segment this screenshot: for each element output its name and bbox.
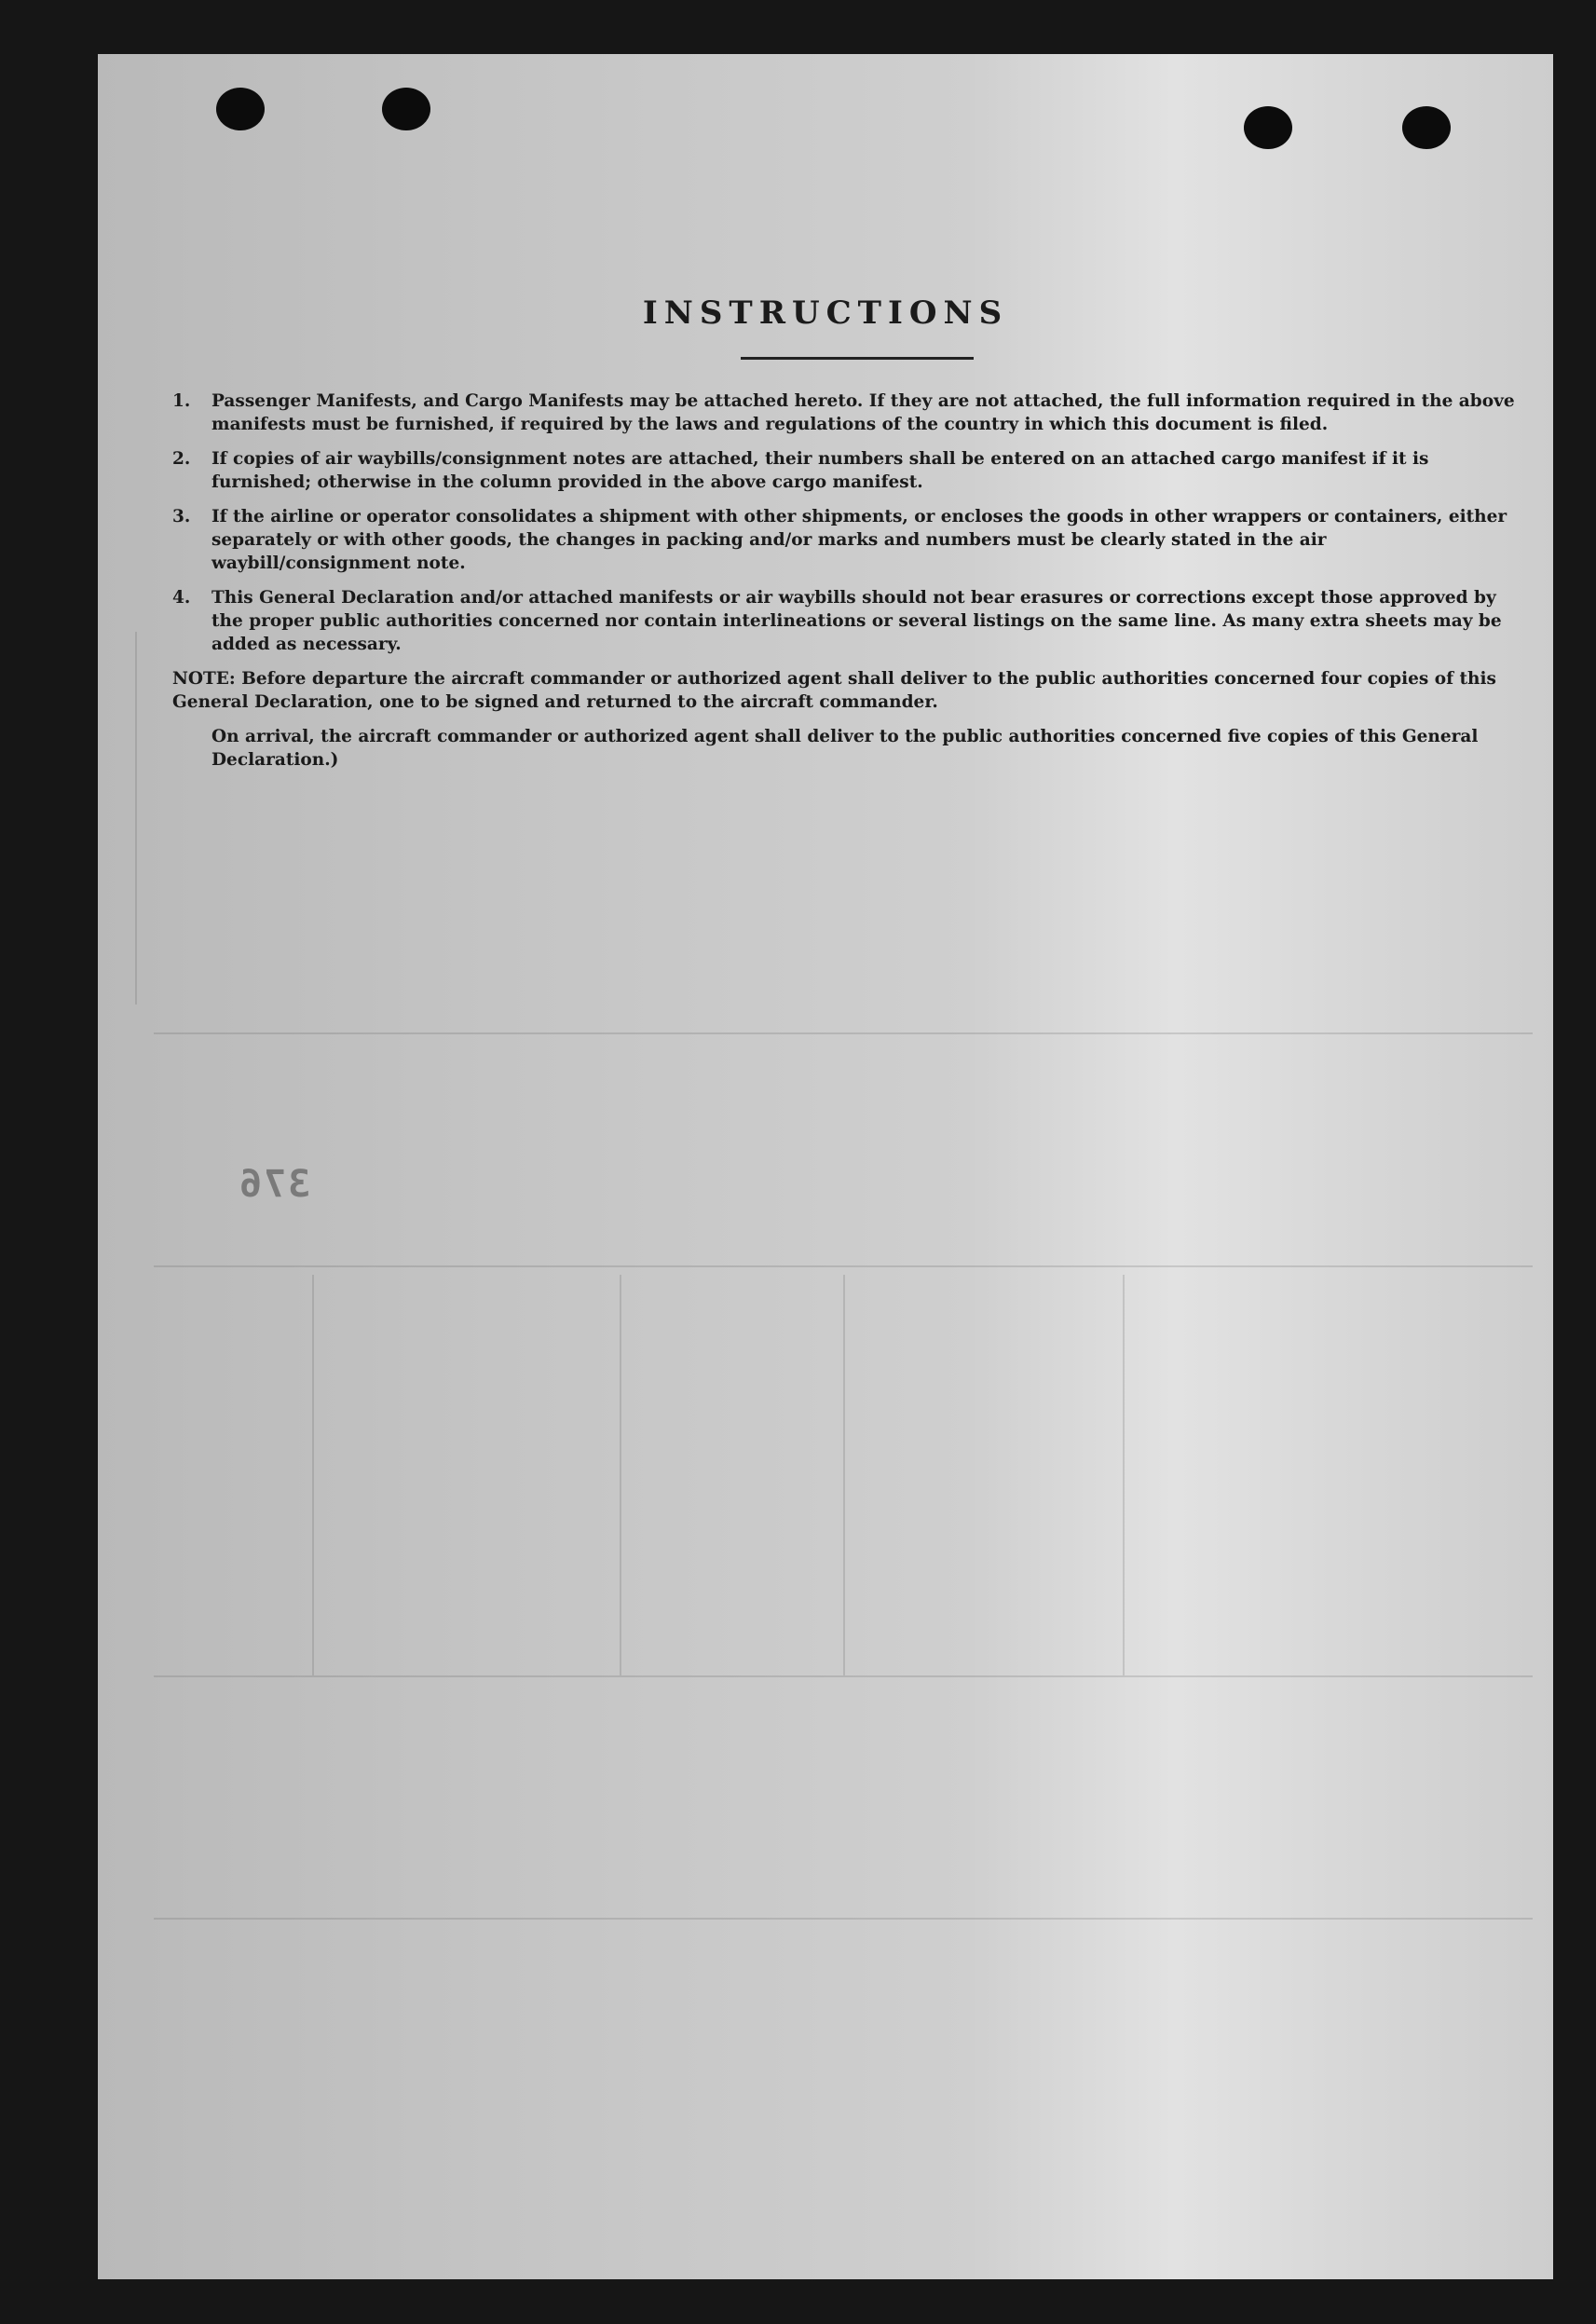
item-number: 3. — [172, 507, 191, 526]
item-number: 2. — [172, 449, 191, 469]
punch-hole — [1402, 106, 1451, 149]
instruction-item — [172, 505, 1528, 575]
item-number: 4. — [172, 588, 191, 608]
bleed-through-line — [620, 1275, 621, 1675]
punch-hole — [382, 88, 430, 130]
item-text: If copies of air waybills/consignment notes are attached, their numbers shall be entered on an attached cargo manifest if it is furnished; otherwise in the column provided in the above cargo manifest. — [211, 449, 1429, 492]
instructions-heading: INSTRUCTIONS — [642, 294, 1009, 332]
bleed-through-line — [154, 1918, 1533, 1920]
note-block — [172, 667, 1528, 714]
instruction-item — [172, 447, 1528, 494]
bleed-through-line — [154, 1265, 1533, 1267]
note-arrival-text: On arrival, the aircraft commander or authorized agent shall deliver to the public authorities concerned five copies of this General Declaration.) — [211, 727, 1479, 770]
bleed-through-line — [843, 1275, 845, 1675]
bleed-through-line — [1123, 1275, 1125, 1675]
instructions-list — [172, 390, 1528, 772]
item-text: If the airline or operator consolidates a shipment with other shipments, or encloses the goods in other wrappers or containers, either separately or with other goods, the changes in packing and/or marks and numbers must be clearly stated in the air waybill/consignment note. — [211, 507, 1507, 573]
item-number: 1. — [172, 391, 191, 411]
instruction-item — [172, 390, 1528, 436]
item-text: Passenger Manifests, and Cargo Manifests may be attached hereto. If they are not attached, the full information required in the above manifests must be furnished, if required by the laws and regulations of the country in which this document is filed. — [211, 391, 1515, 434]
bleed-through-line — [135, 632, 137, 1005]
note-departure-text: Before departure the aircraft commander or authorized agent shall deliver to the public authorities concerned four copies of this General Declaration, one to be signed and returned to the aircraft commander. — [172, 669, 1496, 712]
punch-hole — [1244, 106, 1292, 149]
item-text: This General Declaration and/or attached manifests or air waybills should not bear erasures or corrections except those approved by the proper public authorities concerned nor contain interlineations or several listings on the same line. As many extra sheets may be added as necessary. — [211, 588, 1502, 654]
bleed-through-line — [154, 1675, 1533, 1677]
mirrored-stamp-number: 376 — [238, 1163, 311, 1206]
bleed-through-line — [154, 1032, 1533, 1034]
punch-hole — [216, 88, 265, 130]
bleed-through-line — [312, 1275, 314, 1675]
title-underline — [741, 357, 974, 360]
document-page — [98, 54, 1553, 2279]
instruction-item — [172, 586, 1528, 656]
note-label: NOTE: — [172, 669, 236, 689]
